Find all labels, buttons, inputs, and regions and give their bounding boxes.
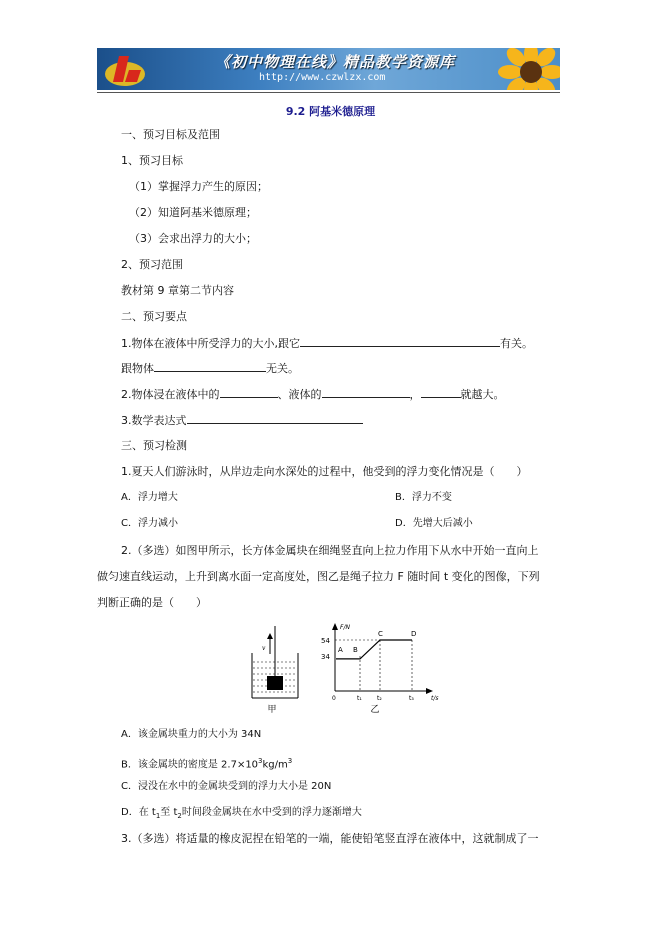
- option-b[interactable]: B．浮力不变: [395, 492, 452, 503]
- header-rule: [97, 92, 560, 93]
- section-heading: 二、预习要点: [121, 310, 187, 323]
- answer-blank[interactable]: [154, 361, 266, 372]
- t-tick: t₃: [409, 695, 414, 702]
- subheading: 1、预习目标: [121, 154, 183, 167]
- t-tick: t₁: [357, 695, 362, 702]
- answer-blank[interactable]: [322, 387, 410, 398]
- answer-blank[interactable]: [187, 413, 363, 424]
- t-tick: t₂: [377, 695, 382, 702]
- beaker-diagram: [252, 626, 298, 698]
- fill-question-1: 1.物体在液体中所受浮力的大小,跟它 有关。: [121, 337, 533, 350]
- x-axis-label: t/s: [431, 695, 439, 702]
- y-tick: 54: [321, 637, 330, 645]
- option-b[interactable]: B．该金属块的密度是 $2.7\times 10^3kg/m^3$: [121, 757, 293, 771]
- header-banner: [97, 48, 560, 90]
- question-3: 3.（多选）将适量的橡皮泥捏在铅笔的一端，能使铅笔竖直浮在液体中，这就制成了一: [121, 832, 539, 845]
- answer-blank[interactable]: [300, 336, 500, 347]
- fill-question-2: 2.物体浸在液体中的 、液体的 ， 就越大。: [121, 388, 505, 401]
- point-b: B: [353, 646, 358, 654]
- logo-icon: [103, 52, 149, 88]
- caption-right: 乙: [370, 705, 380, 715]
- point-a: A: [338, 646, 343, 654]
- y-axis-label: F/N: [340, 624, 350, 631]
- fill-question-3: 3.数学表达式: [121, 413, 363, 428]
- question-2-line: 2.（多选）如图甲所示，长方体金属块在细绳竖直向上拉力作用下从水中开始一直向上: [121, 544, 539, 557]
- force-time-chart: [321, 623, 439, 702]
- question-2-line: 做匀速直线运动，上升到离水面一定高度处，图乙是绳子拉力 F 随时间 t 变化的图像，下列: [97, 570, 540, 583]
- figure: [240, 618, 460, 718]
- option-a[interactable]: A．该金属块重力的大小为 34N: [121, 729, 262, 740]
- origin-label: 0: [332, 695, 336, 702]
- answer-blank[interactable]: [421, 387, 461, 398]
- goal-item: （2）知道阿基米德原理；: [129, 206, 257, 219]
- page-title: 9.2 阿基米德原理: [285, 105, 376, 118]
- fill-question-1-cont: 跟物体 无关。: [121, 362, 299, 375]
- point-c: C: [378, 630, 383, 638]
- velocity-label: v: [262, 645, 266, 652]
- force-line: [336, 640, 412, 659]
- sunflower-icon: [496, 48, 560, 90]
- answer-blank[interactable]: [220, 387, 278, 398]
- question-1: 1.夏天人们游泳时，从岸边走向水深处的过程中，他受到的浮力变化情况是（ ）: [121, 465, 528, 478]
- subheading: 2、预习范围: [121, 258, 183, 271]
- question-2-line: 判断正确的是（ ）: [97, 596, 207, 609]
- point-d: D: [411, 630, 417, 638]
- option-c[interactable]: C．浸没在水中的金属块受到的浮力大小是 20N: [121, 781, 332, 792]
- option-d[interactable]: D．先增大后减小: [395, 518, 473, 529]
- section-heading: 三、预习检测: [121, 439, 187, 452]
- goal-item: （3）会求出浮力的大小；: [129, 232, 257, 245]
- caption-left: 甲: [267, 705, 277, 715]
- option-d[interactable]: D．在 $t_1$至 $t_2$时间段金属块在水中受到的浮力逐渐增大: [121, 807, 362, 820]
- banner-url[interactable]: http://www.czwlzx.com: [259, 72, 386, 83]
- scope-text: 教材第 9 章第二节内容: [121, 284, 234, 297]
- banner-title: 《初中物理在线》精品教学资源库: [215, 53, 456, 71]
- option-c[interactable]: C．浮力减小: [121, 518, 178, 529]
- goal-item: （1）掌握浮力产生的原因；: [129, 180, 268, 193]
- y-tick: 34: [321, 653, 330, 661]
- section-heading: 一、预习目标及范围: [121, 128, 220, 141]
- option-a[interactable]: A．浮力增大: [121, 492, 178, 503]
